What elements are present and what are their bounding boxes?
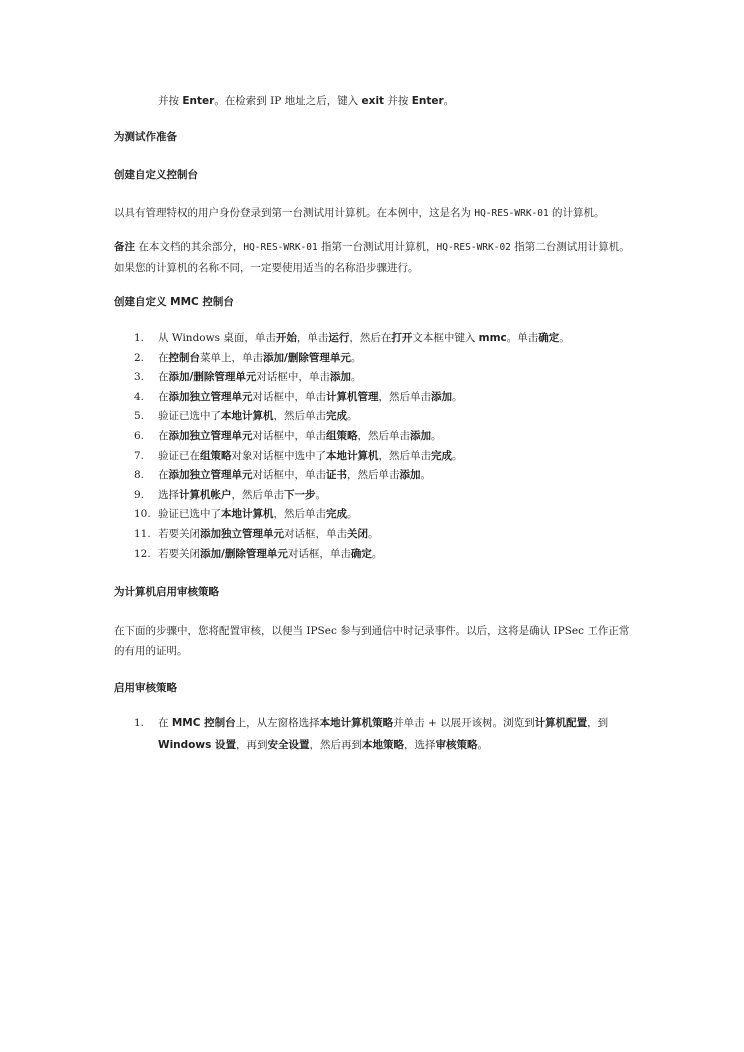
step-bold-term: 确定 [350, 547, 372, 560]
step-text: 菜单上，单击 [200, 351, 263, 364]
step-bold-term: 下一步 [284, 488, 316, 501]
intro-bold: Enter [182, 95, 215, 107]
step-number: 2. [134, 351, 145, 364]
intro-text: 。 [443, 95, 455, 107]
step-text: 。 [559, 332, 570, 344]
step-bold-term: 添加 [431, 390, 452, 403]
para-text: 的计算机。 [548, 207, 605, 219]
step-bold-term: 添加 [410, 429, 431, 442]
step-text: 。 [315, 488, 326, 501]
step-text: 。单击 [506, 332, 539, 344]
step-text: 对话框中，单击 [252, 469, 326, 482]
step-text: 在 [158, 469, 169, 482]
step-text: 上，从左窗格选择 [235, 717, 320, 729]
step-text: 在 [158, 717, 172, 729]
step-bold-term: 添加/删除管理单元 [200, 547, 288, 560]
step-text: 文本框中键入 [412, 332, 479, 344]
step-text: 。 [347, 410, 358, 423]
step-bold-term: 安全设置 [267, 739, 310, 751]
intro-text: 。在检索到 IP 地址之后，键入 [214, 95, 362, 107]
step-bold-term: 本地计算机 [221, 410, 274, 423]
step-number: 8. [134, 469, 145, 482]
step-number: 7. [134, 449, 145, 462]
heading-enable-policy: 启用审核策略 [114, 682, 177, 694]
step-bold-term: Windows 设置 [158, 739, 236, 751]
computer-name-code: HQ-RES-WRK-02 [436, 242, 511, 253]
step-text: 。 [350, 371, 362, 384]
step-text: ，然后单击 [347, 469, 400, 482]
audit-paragraph: 在下面的步骤中，您将配置审核，以便当 IPSec 参与到通信中时记录事件。以后，这将是确认 IPSec 工作正常的有用的证明。 [114, 625, 630, 657]
step-item [114, 466, 634, 486]
step-bold-term: MMC 控制台 [171, 717, 236, 729]
step-item [114, 388, 634, 408]
step-text: ，然后单击 [273, 508, 326, 521]
step-text: 。 [368, 527, 379, 540]
heading-enable-audit: 为计算机启用审核策略 [114, 586, 219, 598]
step-text: ，选择 [404, 739, 436, 751]
note-paragraph [114, 237, 634, 278]
step-text: 。 [371, 547, 383, 560]
step-bold-term: 审核策略 [435, 739, 478, 751]
step-text: 从 Windows 桌面，单击 [158, 332, 276, 344]
step-text: 。 [431, 429, 442, 442]
step-bold-term: 完成 [326, 410, 347, 423]
step-bold-term: 本地计算机 [221, 508, 274, 521]
step-item [114, 486, 634, 506]
heading-prepare: 为测试作准备 [114, 131, 177, 143]
step-text: 若要关闭 [158, 527, 200, 540]
step-bold-term: 计算机帐户 [179, 488, 232, 501]
step-text: 验证已选中了 [158, 508, 221, 521]
step-number: 5. [134, 410, 145, 423]
step-bold-term: 控制台 [168, 351, 200, 364]
step-item [114, 427, 634, 447]
step-bold-term: 添加独立管理单元 [200, 527, 284, 540]
step-text: ，然后单击 [231, 488, 284, 501]
step-text: 验证已在 [158, 449, 200, 462]
step-item [114, 525, 634, 545]
step-bold-term: 本地计算机策略 [319, 717, 394, 729]
step-bold-term: 添加独立管理单元 [168, 390, 253, 403]
step-number: 1. [134, 717, 145, 729]
step-text: ，然后单击 [357, 429, 410, 442]
step-text: 在 [158, 371, 169, 384]
step-text: 对话框，单击 [287, 547, 351, 560]
step-number: 10. [134, 508, 151, 521]
step-bold-term: 添加/删除管理单元 [168, 371, 257, 384]
step-number: 12. [134, 547, 151, 560]
step-item [114, 505, 634, 525]
step-bold-term: 完成 [326, 508, 347, 521]
intro-text: 并按 [158, 95, 183, 107]
intro-paragraph [158, 92, 678, 111]
step-bold-term: 组策略 [326, 429, 358, 442]
step-bold-term: 添加 [329, 371, 351, 384]
audit-step-item [114, 712, 634, 756]
step-bold-term: 添加独立管理单元 [168, 469, 253, 482]
step-bold-term: 计算机管理 [326, 390, 379, 403]
step-text: ，到 [587, 717, 609, 729]
step-bold-term: mmc [478, 332, 507, 344]
step-text: 在 [158, 351, 169, 364]
step-bold-term: 添加 [399, 469, 421, 482]
audit-steps-list [114, 712, 634, 756]
step-text: 。 [452, 449, 463, 462]
step-bold-term: 组策略 [200, 449, 232, 462]
step-number: 3. [134, 371, 145, 384]
step-bold-term: 计算机配置 [534, 717, 588, 729]
step-number: 11. [134, 527, 151, 540]
step-text: 验证已选中了 [158, 410, 221, 423]
step-text: 选择 [158, 488, 179, 501]
para-text: 指第一台测试用计算机， [317, 241, 437, 253]
computer-name-code: HQ-RES-WRK-01 [474, 208, 549, 219]
step-bold-term: 证书 [326, 469, 347, 482]
step-text: 对象对话框中选中了 [231, 449, 326, 462]
step-text: 。 [477, 739, 488, 751]
step-text: ，然后单击 [273, 410, 326, 423]
para-text: 指第二台测试用计算机。如果您的计算机的名称不同，一定要使用适当的名称沿步骤进行。 [114, 241, 630, 274]
note-label: 备注 [114, 241, 135, 253]
step-text: 对话框中，单击 [252, 429, 326, 442]
step-text: ，然后再到 [309, 739, 362, 751]
step-text: ，单击 [296, 332, 329, 344]
step-text: 对话框中，单击 [252, 390, 326, 403]
step-number: 4. [134, 390, 145, 403]
step-text: 对话框，单击 [284, 527, 347, 540]
step-item [114, 349, 634, 369]
step-text: ，然后在 [349, 332, 392, 344]
step-text: 。 [452, 390, 463, 403]
step-bold-term: 确定 [538, 332, 560, 344]
step-text: 。 [350, 351, 362, 364]
step-text: 在 [158, 429, 169, 442]
step-text: 对话框中，单击 [256, 371, 330, 384]
step-bold-term: 添加独立管理单元 [168, 429, 253, 442]
login-paragraph [114, 203, 634, 224]
step-text: 。 [420, 469, 431, 482]
step-text: ，然后单击 [378, 390, 431, 403]
step-bold-term: 运行 [328, 332, 350, 344]
step-item [114, 329, 634, 349]
step-bold-term: 本地计算机 [326, 449, 379, 462]
para-text: 在本文档的其余部分， [135, 241, 244, 253]
step-text: ，然后单击 [378, 449, 431, 462]
step-bold-term: 完成 [431, 449, 452, 462]
step-number: 1. [134, 332, 145, 344]
step-number: 9. [134, 488, 145, 501]
step-bold-term: 添加/删除管理单元 [263, 351, 351, 364]
heading-create-console: 创建自定义控制台 [114, 169, 198, 181]
step-bold-term: 开始 [275, 332, 297, 344]
intro-text: 并按 [384, 95, 412, 107]
step-text: 。 [347, 508, 358, 521]
heading-create-mmc: 创建自定义 MMC 控制台 [114, 296, 234, 308]
step-bold-term: 本地策略 [362, 739, 404, 751]
step-text: 并单击 + 以展开该树。浏览到 [393, 717, 535, 729]
mmc-steps-list [114, 329, 634, 564]
para-text: 以具有管理特权的用户身份登录到第一台测试用计算机。在本例中，这是名为 [114, 207, 475, 219]
computer-name-code: HQ-RES-WRK-01 [243, 242, 318, 253]
step-item [114, 407, 634, 427]
step-item [114, 368, 634, 388]
step-item [114, 447, 634, 467]
step-bold-term: 打开 [391, 332, 413, 344]
step-number: 6. [134, 429, 145, 442]
step-text: ，再到 [236, 739, 268, 751]
step-item [114, 545, 634, 565]
step-text: 若要关闭 [158, 547, 200, 560]
intro-bold: exit [361, 95, 385, 107]
step-text: 在 [158, 390, 169, 403]
step-bold-term: 关闭 [347, 527, 368, 540]
intro-bold: Enter [411, 95, 444, 107]
